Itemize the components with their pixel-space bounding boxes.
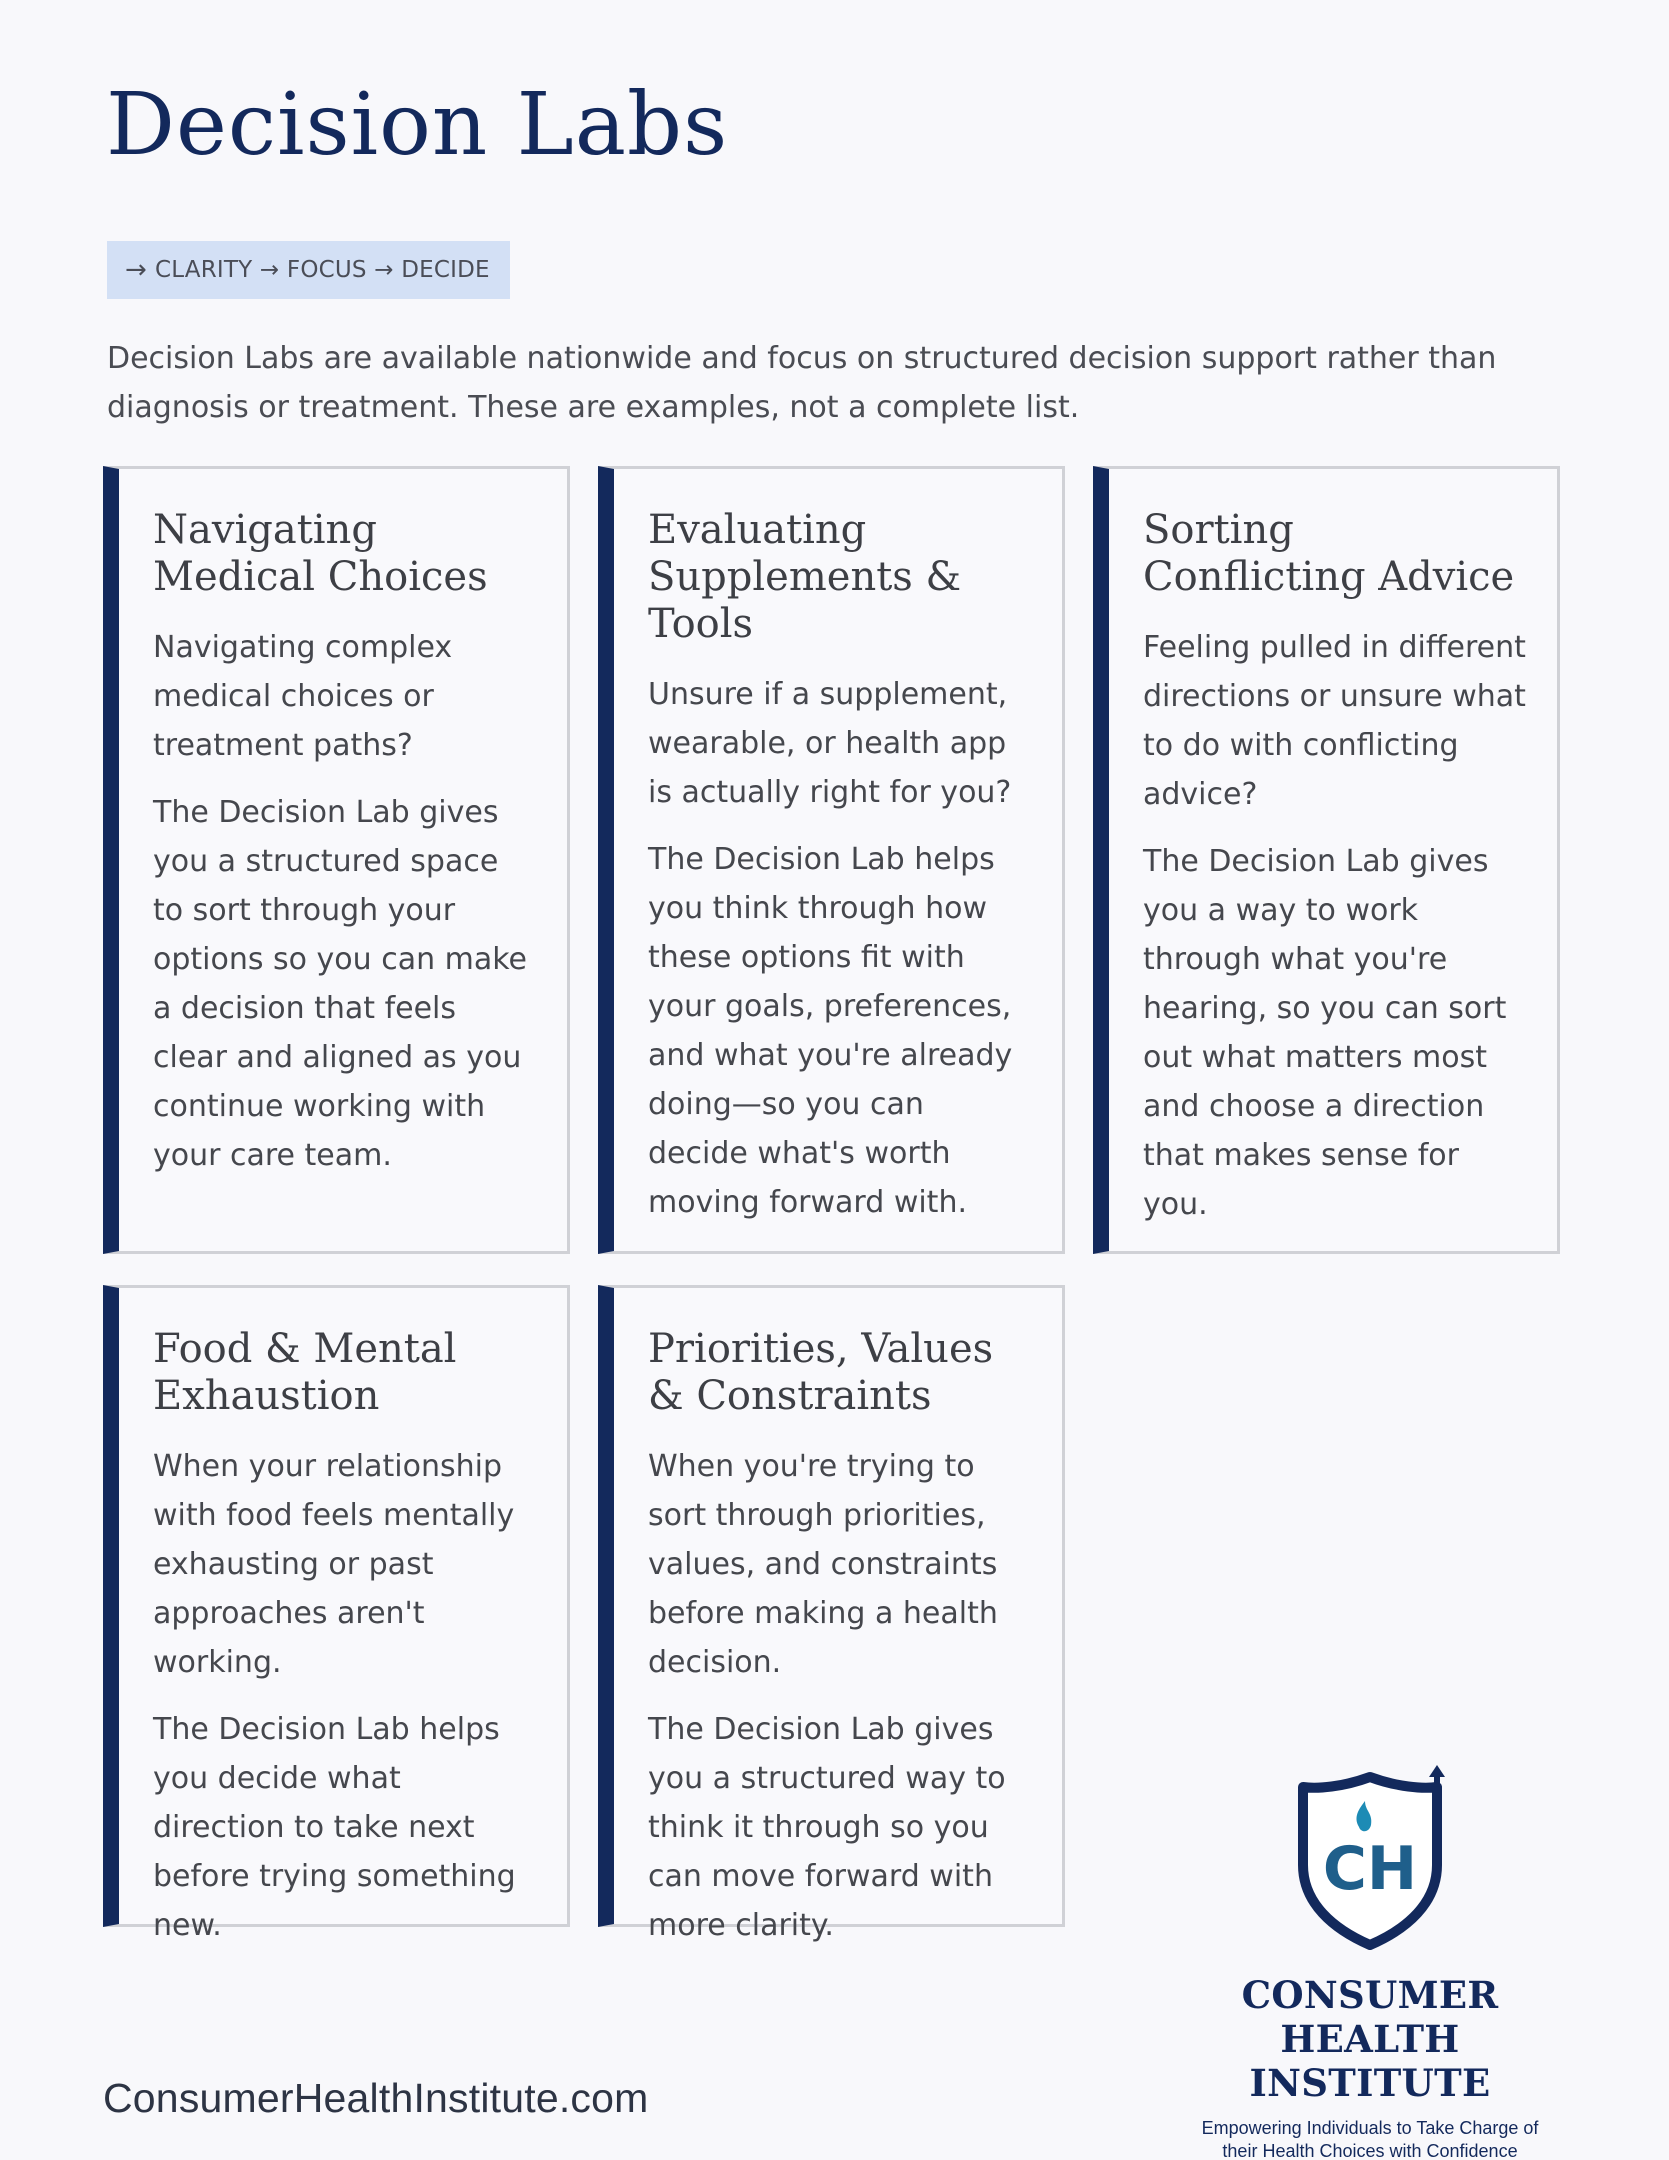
organization-tagline-line2: their Health Choices with Confidence [1222,2141,1518,2160]
card-question: When your relationship with food feels mentally exhausting or past approaches aren't working. [153,1449,515,1680]
organization-name [1160,1973,1580,2105]
footer-website-url: ConsumerHealthInstitute.com [103,2075,649,2121]
card-question: When you're trying to sort through priorities, values, and constraints before making a health decision. [648,1449,998,1680]
card-question: Unsure if a supplement, wearable, or health app is actually right for you? [648,677,1012,810]
organization-name-line2: INSTITUTE [1249,2061,1491,2105]
card-body: The Decision Lab gives you a structured space to sort through your options so you can make a decision that feels clear and aligned as you continue working with your care team. [153,795,528,1173]
tagline-text: CLARITY → FOCUS → DECIDE [155,257,490,283]
organization-logo [1160,1765,1580,2160]
card-conflicting-advice [1093,466,1560,1254]
organization-tagline [1160,2117,1580,2160]
logo-monogram: CH [1322,1834,1418,1904]
card-priorities-values [598,1285,1065,1943]
card-body: The Decision Lab gives you a structured way to think it through so you can move forward with more clarity. [648,1712,1006,1943]
card-body: The Decision Lab helps you think through how these options fit with your goals, preferences, and what you're already doing—so you can decide what's worth moving forward with. [648,842,1013,1220]
card-title: Food & Mental Exhaustion [153,1326,457,1419]
card-title: Priorities, Values & Constraints [648,1326,994,1419]
organization-name-line1: CONSUMER HEALTH [1241,1973,1499,2061]
card-food-exhaustion [103,1285,570,1943]
card-title: Navigating Medical Choices [153,507,488,600]
card-title: Evaluating Supplements & Tools [648,507,962,647]
tagline-badge [107,241,510,299]
card-body: The Decision Lab gives you a way to work through what you're hearing, so you can sort out what matters most and choose a direction that makes sense for you. [1143,844,1507,1222]
card-question: Feeling pulled in different directions or unsure what to do with conflicting advice? [1143,630,1526,812]
page-title: Decision Labs [106,75,729,175]
intro-paragraph: Decision Labs are available nationwide and focus on structured decision support rather than diagnosis or treatment. These are examples, not a complete list. [107,341,1497,425]
card-title: Sorting Conflicting Advice [1143,507,1515,600]
card-supplements-tools [598,466,1065,1254]
arrow-right-icon: → [125,255,147,285]
card-question: Navigating complex medical choices or treatment paths? [153,630,453,763]
organization-tagline-line1: Empowering Individuals to Take Charge of [1201,2118,1539,2138]
shield-logo-icon [1285,1765,1455,1955]
card-body: The Decision Lab helps you decide what direction to take next before trying something new. [153,1712,516,1943]
card-medical-choices [103,466,570,1254]
